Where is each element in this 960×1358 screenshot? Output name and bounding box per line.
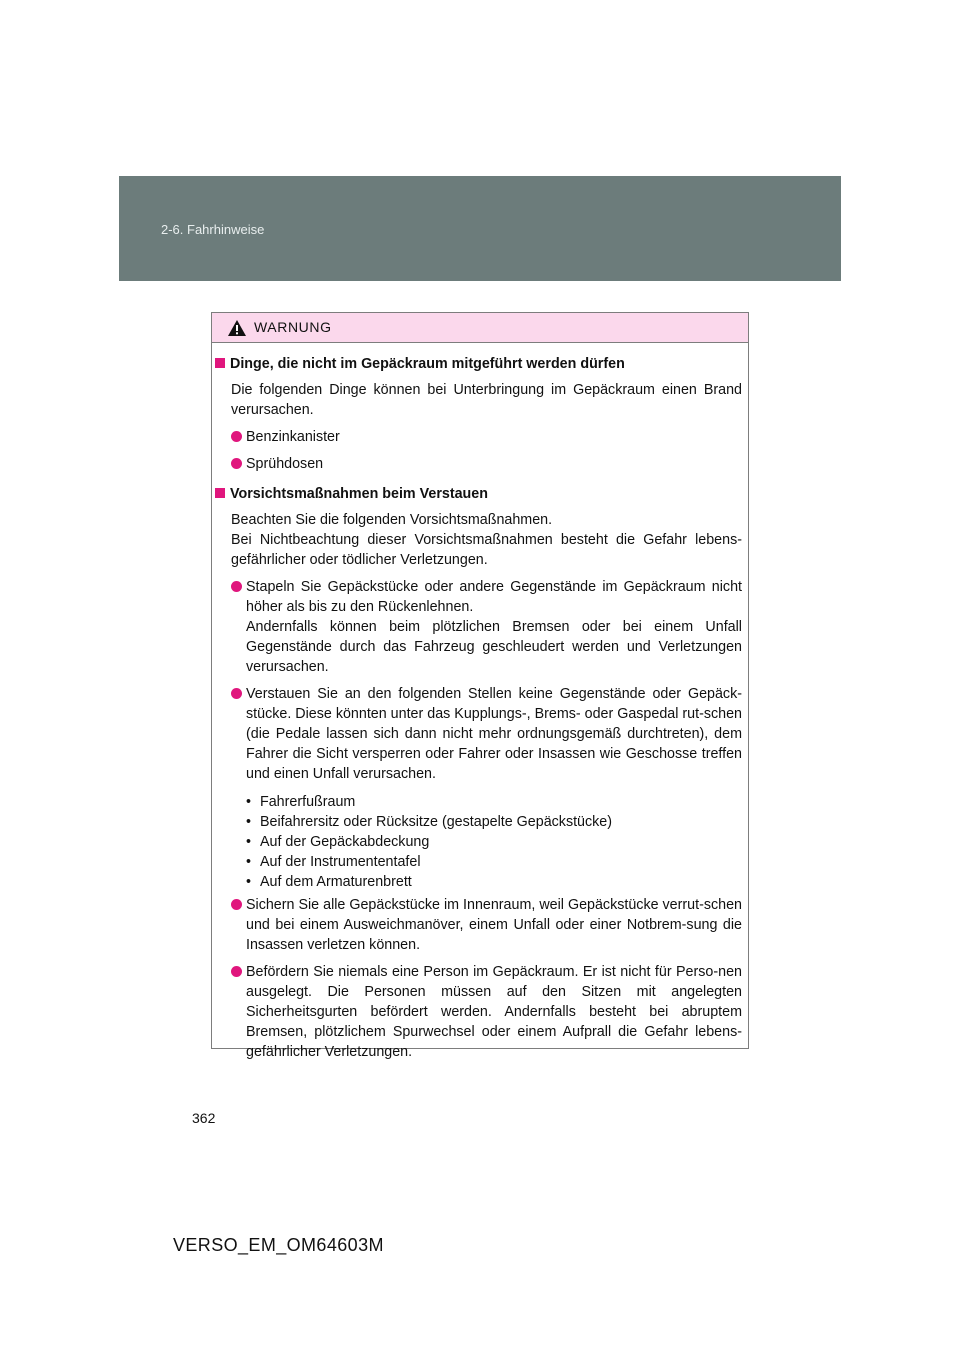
location-item: • Auf dem Armaturenbrett xyxy=(246,874,412,890)
list-item: Sichern Sie alle Gepäckstücke im Innenraum, weil Gepäckstücke verrut-schen und bei einem Ausweichmanöver, einem Unfall oder einer Notbrem-sung die Insassen verletzen können. xyxy=(215,895,742,955)
location-item: • Beifahrersitz oder Rücksitze (gestapelte Gepäckstücke) xyxy=(246,814,613,830)
list-item: Befördern Sie niemals eine Person im Gepäckraum. Er ist nicht für Perso-nen ausgelegt. Die Personen müssen auf den Sitzen mit angelegten Sicherheitsgurten befördert werden. Andernfalls besteht bei abruptem Bremsen, plötzlichem Spurwechsel oder einem Aufprall die Gefahr lebens-gefährlicher Verletzungen. xyxy=(215,962,742,1062)
square-bullet-icon xyxy=(215,488,225,498)
location-item: • Fahrerfußraum xyxy=(246,794,356,810)
warning-box xyxy=(211,312,749,1060)
warning-title: WARNUNG xyxy=(254,319,332,335)
location-item: • Auf der Gepäckabdeckung xyxy=(246,834,430,850)
circle-bullet-icon xyxy=(231,431,242,442)
square-bullet-icon xyxy=(215,358,225,368)
list-item: Stapeln Sie Gepäckstücke oder andere Gegenstände im Gepäckraum nicht höher als bis zu den Rückenlehnen. Andernfalls können beim plötzlichen Bremsen oder bei einem Unfall Gegenstände durch das Fahrzeug geschleudert werden und Verletzungen verursachen. xyxy=(215,577,742,677)
paragraph: Beachten Sie die folgenden Vorsichtsmaßnahmen. Bei Nichtbeachtung dieser Vorsichtsmaßnahmen besteht die Gefahr lebens-gefährlicher oder tödlicher Verletzungen. xyxy=(231,512,742,568)
paragraph: Die folgenden Dinge können bei Unterbringung im Gepäckraum einen Brand verursachen. xyxy=(231,382,742,418)
footer-code: VERSO_EM_OM64603M xyxy=(173,1235,384,1255)
section-heading: Dinge, die nicht im Gepäckraum mitgeführt werden dürfen xyxy=(215,354,742,374)
page-number: 362 xyxy=(192,1110,216,1126)
section-label: 2-6. Fahrhinweise xyxy=(161,222,265,237)
section-heading: Vorsichtsmaßnahmen beim Verstauen xyxy=(215,484,742,504)
circle-bullet-icon xyxy=(231,966,242,977)
warning-body xyxy=(212,343,748,1062)
section-header-band xyxy=(119,176,841,281)
location-item: • Auf der Instrumententafel xyxy=(246,854,421,870)
list-item: Verstauen Sie an den folgenden Stellen keine Gegenstände oder Gepäck-stücke. Diese könnten unter das Kupplungs-, Brems- oder Gaspedal rut-schen (die Pedale lassen sich dann nicht mehr ordnungsgemäß durchtreten), dem Fahrer die Sicht versperren oder Fahrer oder Insassen wie Geschosse treffen und einen Unfall verursachen. xyxy=(215,684,742,784)
circle-bullet-icon xyxy=(231,899,242,910)
warning-triangle-icon xyxy=(227,319,247,337)
location-list xyxy=(215,792,742,892)
circle-bullet-icon xyxy=(231,581,242,592)
circle-bullet-icon xyxy=(231,688,242,699)
warning-header xyxy=(212,313,748,343)
list-item: Sprühdosen xyxy=(215,454,742,474)
circle-bullet-icon xyxy=(231,458,242,469)
list-item: Benzinkanister xyxy=(215,427,742,447)
